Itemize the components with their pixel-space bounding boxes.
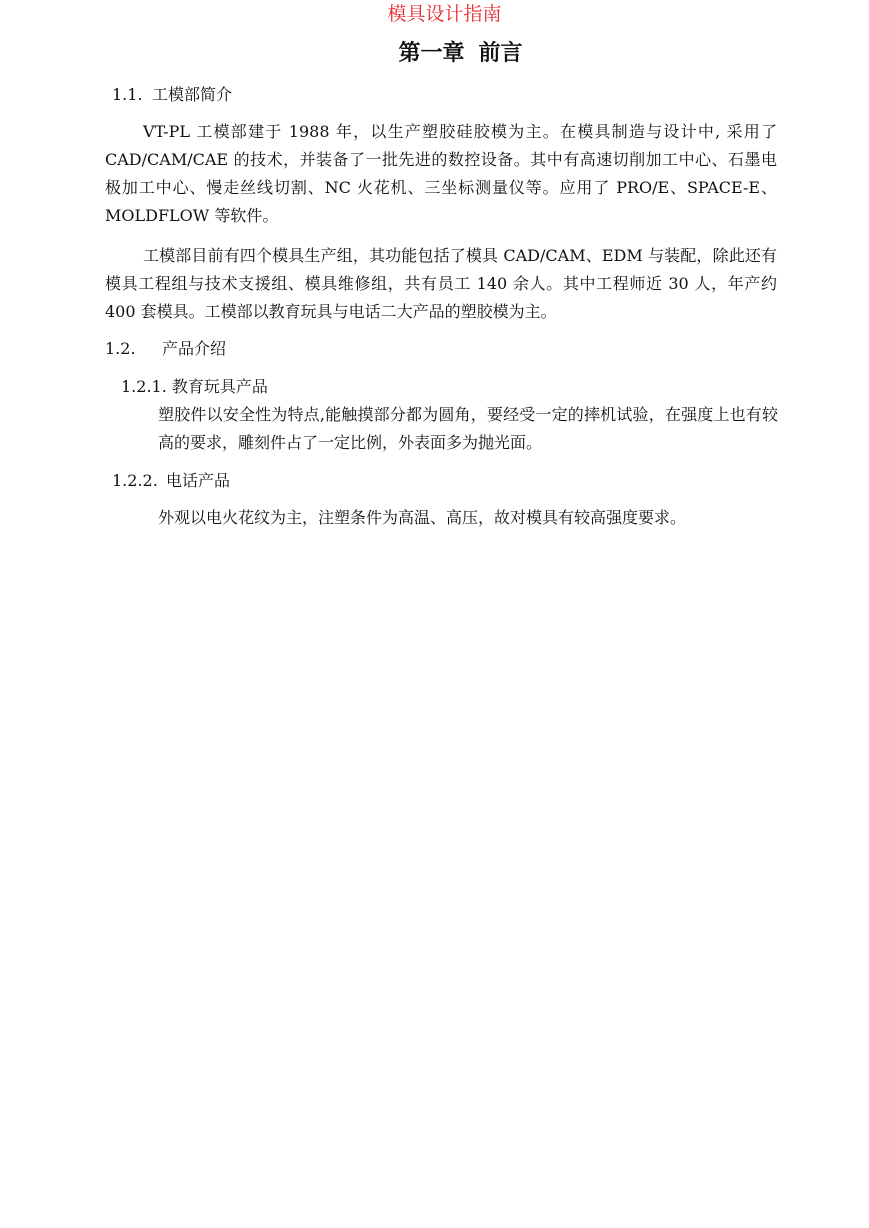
- section-title: 工模部简介: [152, 85, 233, 104]
- subsection-number: 1.2.2.: [112, 471, 158, 490]
- subsection-number: 1.2.1.: [121, 377, 167, 396]
- section-heading-1-2: [105, 338, 226, 360]
- chapter-title: 前言: [478, 40, 523, 66]
- paragraph-education-toys: 塑胶件以安全性为特点,能触摸部分都为圆角，要经受一定的摔机试验，在强度上也有较高的要求，雕刻件占了一定比例，外表面多为抛光面。: [158, 405, 778, 452]
- paragraph-telephone-products: 外观以电火花纹为主，注塑条件为高温、高压，故对模具有较高强度要求。: [158, 508, 687, 527]
- subsection-heading-1-2-1: [121, 376, 268, 398]
- paragraph-department-organization: 工模部目前有四个模具生产组，其功能包括了模具 CAD/CAM、EDM 与装配，除此还有模具工程组与技术支援组、模具维修组，共有员工 140 余人。其中工程师近 30 人，年产约 400 套模具。工模部以教育玩具与电话二大产品的塑胶模为主。: [105, 246, 777, 321]
- section-number: 1.1.: [112, 85, 143, 104]
- paragraph-department-intro: VT-PL 工模部建于 1988 年，以生产塑胶硅胶模为主。在模具制造与设计中, 采用了 CAD/CAM/CAE 的技术，并装备了一批先进的数控设备。其中有高速切削加工中心、石墨电极加工中心、慢走丝线切割、NC 火花机、三坐标测量仪等。应用了 PRO/E、SPACE-E、MOLDFLOW 等软件。: [105, 122, 777, 225]
- chapter-label: 第一章: [398, 40, 465, 66]
- subsection-heading-1-2-2: [112, 470, 230, 492]
- chapter-heading: [0, 38, 869, 68]
- section-title: 产品介绍: [162, 339, 227, 358]
- subsection-title: 电话产品: [166, 471, 231, 490]
- section-number: 1.2.: [105, 339, 136, 358]
- section-heading-1-1: [112, 84, 232, 106]
- running-header-title: 模具设计指南: [387, 3, 502, 25]
- subsection-title: 教育玩具产品: [171, 377, 268, 396]
